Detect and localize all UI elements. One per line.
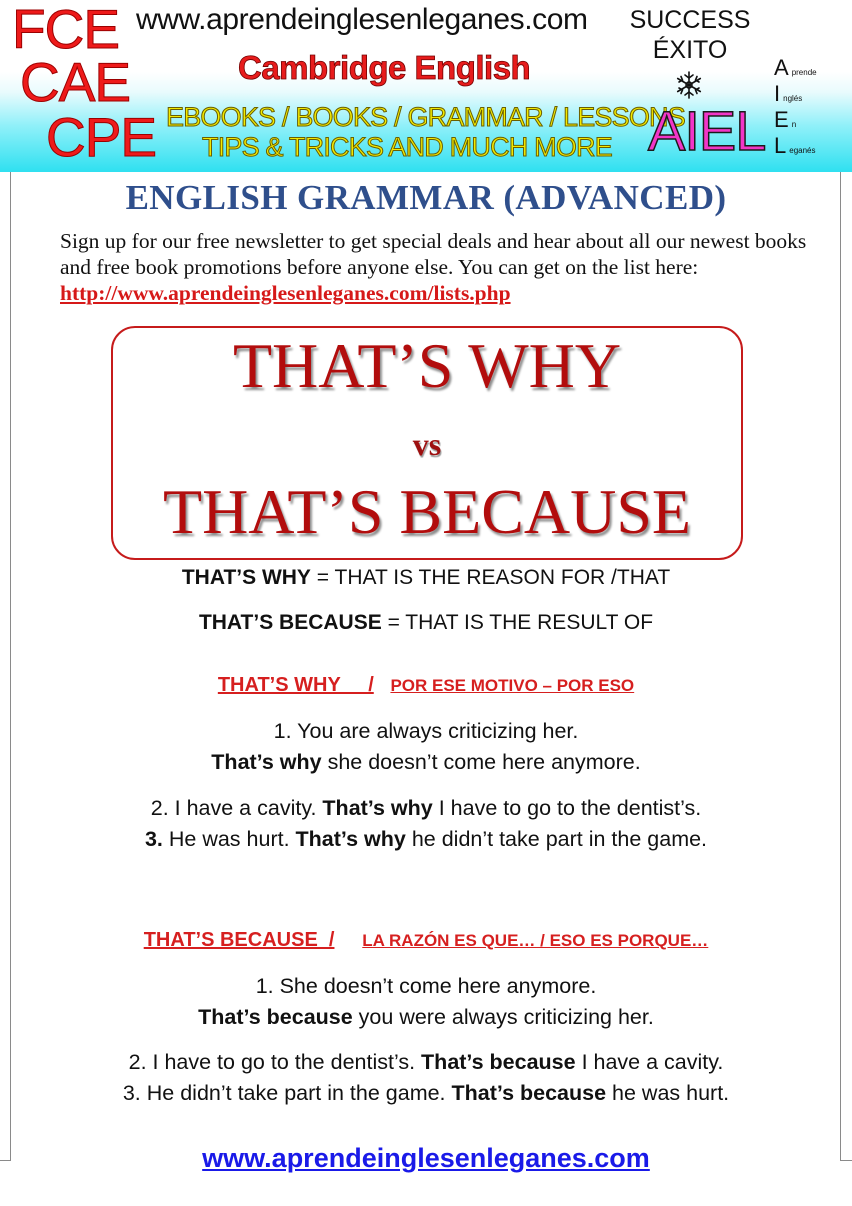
exito-label: ÉXITO <box>652 36 728 64</box>
newsletter-intro <box>60 228 820 306</box>
example-why-2: 2. I have a cavity. That’s why I have to go to the dentist’s. <box>150 796 702 820</box>
tagline-line-2: TIPS & TRICKS AND MUCH MORE <box>202 132 612 162</box>
definition-thats-because: THAT’S BECAUSE = THAT IS THE RESULT OF <box>198 611 654 634</box>
acronym-line-l: Leganés <box>774 133 816 158</box>
example-because-3: 3. He didn’t take part in the game. That’s because he was hurt. <box>122 1081 730 1105</box>
example-why-1b: That’s why she doesn’t come here anymore. <box>211 750 641 774</box>
cae-label: CAE <box>20 51 131 113</box>
topic-title-box <box>111 326 743 560</box>
example-because-2: 2. I have to go to the dentist’s. That’s because I have a cavity. <box>128 1050 724 1074</box>
header-banner <box>0 0 852 172</box>
example-why-1a: 1. You are always criticizing her. <box>273 719 579 743</box>
box-title-thats-why: THAT’S WHY <box>232 330 622 401</box>
example-because-1b: That’s because you were always criticizing her. <box>198 1005 654 1029</box>
success-label: SUCCESS <box>629 6 751 34</box>
acronym-line-i: Inglés <box>774 81 803 106</box>
fce-label: FCE <box>12 0 119 60</box>
page-title: ENGLISH GRAMMAR (ADVANCED) <box>125 178 727 217</box>
example-why-3: 3. He was hurt. That’s why he didn’t take part in the game. <box>144 827 708 851</box>
newsletter-link[interactable]: http://www.aprendeinglesenleganes.com/lists.php <box>60 281 511 305</box>
aiel-logo: AIEL <box>648 99 766 162</box>
section-heading-thats-because: THAT’S BECAUSE / LA RAZÓN ES QUE… / ESO ES PORQUE… <box>143 929 709 951</box>
section-heading-thats-why: THAT’S WHY / POR ESE MOTIVO – POR ESO <box>217 674 635 696</box>
cambridge-english-label: Cambridge English <box>238 49 531 86</box>
footer-website-link[interactable]: www.aprendeinglesenleganes.com <box>202 1143 650 1173</box>
acronym-line-a: Aprende <box>774 55 817 80</box>
box-title-thats-because: THAT’S BECAUSE <box>162 476 692 547</box>
cpe-label: CPE <box>46 106 157 168</box>
tagline-line-1: EBOOKS / BOOKS / GRAMMAR / LESSONS <box>166 102 685 132</box>
definition-thats-why: THAT’S WHY = THAT IS THE REASON FOR /THAT <box>181 566 671 589</box>
header-website[interactable]: www.aprendeinglesenleganes.com <box>136 3 588 36</box>
intro-text: Sign up for our free newsletter to get special deals and hear about all our newest books and free book promotions before anyone else. You can get on the list here: <box>60 229 807 279</box>
acronym-line-e: En <box>774 107 797 132</box>
box-vs: vs <box>412 426 442 462</box>
example-because-1a: 1. She doesn’t come here anymore. <box>255 974 597 998</box>
